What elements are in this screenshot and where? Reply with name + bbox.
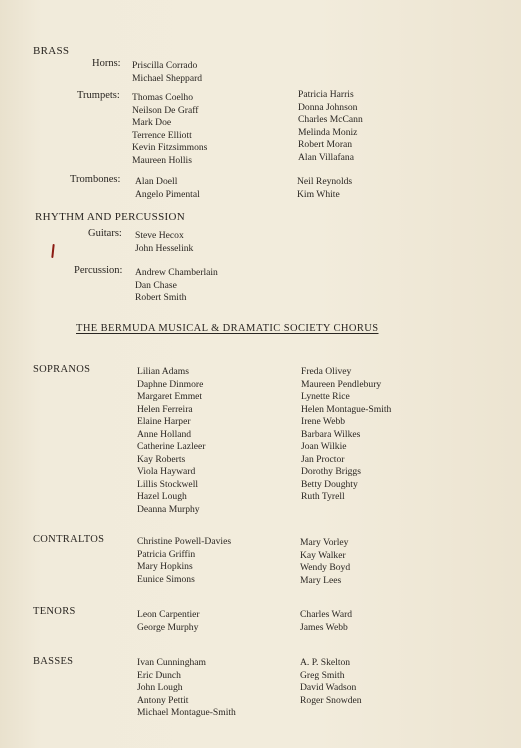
guitars-names — [135, 230, 193, 255]
rhythm-heading: RHYTHM AND PERCUSSION — [35, 211, 185, 223]
contralto-name: Christine Powell-Davies — [137, 536, 232, 547]
trumpets-name: Robert Moran — [298, 139, 353, 150]
contralto-name: Eunice Simons — [137, 573, 195, 585]
soprano-name: Catherine Lazleer — [137, 441, 206, 452]
soprano-name: Lillis Stockwell — [137, 478, 199, 490]
bass-name: Eric Dunch — [137, 669, 181, 681]
contralto-name: Patricia Griffin — [137, 548, 196, 560]
percussion-label: Percussion: — [74, 265, 123, 276]
percussion-name: Robert Smith — [135, 292, 187, 303]
trombones-name: Alan Doell — [135, 176, 178, 187]
soprano-name: Elaine Harper — [137, 416, 191, 427]
contralto-name: Mary Vorley — [300, 537, 349, 548]
trumpets-name: Terrence Elliott — [132, 129, 192, 141]
percussion-name: Andrew Chamberlain — [135, 267, 218, 278]
soprano-name: Lynette Rice — [301, 391, 350, 402]
horns-names — [132, 60, 202, 85]
trombones-name: Angelo Pimental — [135, 188, 200, 200]
contraltos-names-left — [137, 536, 231, 586]
percussion-name: Dan Chase — [135, 279, 177, 291]
ink-mark — [51, 244, 54, 258]
soprano-name: Freda Olivey — [301, 366, 352, 377]
trumpets-names-left — [132, 92, 207, 167]
soprano-name: Irene Webb — [301, 416, 346, 427]
trumpets-name: Melinda Moniz — [298, 126, 358, 138]
guitars-name: John Hesselink — [135, 242, 194, 254]
basses-names-left — [137, 657, 236, 720]
soprano-name: Lilian Adams — [137, 366, 189, 377]
tenors-names-left — [137, 609, 200, 634]
tenor-name: Charles Ward — [300, 609, 353, 620]
trumpets-name: Donna Johnson — [298, 101, 358, 113]
soprano-name: Barbara Wilkes — [301, 428, 361, 440]
soprano-name: Hazel Lough — [137, 491, 187, 502]
trumpets-name: Thomas Coelho — [132, 92, 194, 103]
sopranos-names-right — [301, 366, 391, 504]
bass-name: John Lough — [137, 682, 183, 693]
chorus-title: THE BERMUDA MUSICAL & DRAMATIC SOCIETY CHORUS — [76, 323, 379, 334]
soprano-name: Joan Wilkie — [301, 441, 347, 452]
guitars-name: Steve Hecox — [135, 230, 184, 241]
trumpets-name: Charles McCann — [298, 114, 363, 125]
soprano-name: Jan Proctor — [301, 453, 345, 465]
tenor-name: George Murphy — [137, 621, 199, 633]
soprano-name: Deanna Murphy — [137, 503, 200, 515]
contralto-name: Kay Walker — [300, 549, 346, 561]
trombones-name: Kim White — [297, 188, 340, 200]
guitars-label: Guitars: — [88, 228, 122, 239]
trumpets-names-right — [298, 89, 363, 164]
tenors-names-right — [300, 609, 352, 634]
contraltos-label: CONTRALTOS — [33, 534, 105, 545]
tenors-label: TENORS — [33, 606, 76, 617]
trombones-label: Trombones: — [70, 174, 121, 185]
tenor-name: James Webb — [300, 621, 348, 633]
bass-name: Greg Smith — [300, 669, 345, 681]
soprano-name: Kay Roberts — [137, 453, 186, 465]
soprano-name: Anne Holland — [137, 428, 192, 440]
horns-name: Priscilla Corrado — [132, 60, 198, 71]
soprano-name: Dorothy Briggs — [301, 466, 361, 477]
soprano-name: Daphne Dinmore — [137, 378, 204, 390]
soprano-name: Margaret Emmet — [137, 391, 203, 402]
trombones-name: Neil Reynolds — [297, 176, 353, 187]
trumpets-name: Maureen Hollis — [132, 154, 192, 166]
bass-name: Ivan Cunningham — [137, 657, 207, 668]
horns-name: Michael Sheppard — [132, 72, 203, 84]
trombones-names-right — [297, 176, 352, 201]
trumpets-name: Alan Villafana — [298, 151, 354, 163]
basses-names-right — [300, 657, 362, 707]
trumpets-label: Trumpets: — [77, 90, 120, 101]
contraltos-names-right — [300, 537, 350, 587]
sopranos-names-left — [137, 366, 205, 516]
bass-name: Michael Montague-Smith — [137, 707, 236, 718]
soprano-name: Ruth Tyrell — [301, 491, 345, 502]
contralto-name: Wendy Boyd — [300, 562, 351, 573]
tenor-name: Leon Carpentier — [137, 609, 200, 620]
soprano-name: Helen Montague-Smith — [301, 403, 392, 415]
horns-label: Horns: — [92, 58, 121, 69]
soprano-name: Helen Ferreira — [137, 403, 193, 415]
bass-name: Antony Pettit — [137, 694, 189, 706]
percussion-names — [135, 267, 218, 305]
sopranos-label: SOPRANOS — [33, 364, 91, 375]
basses-label: BASSES — [33, 656, 74, 667]
trumpets-name: Patricia Harris — [298, 89, 354, 100]
trumpets-name: Mark Doe — [132, 117, 172, 128]
bass-name: A. P. Skelton — [300, 657, 351, 668]
trombones-names-left — [135, 176, 200, 201]
trumpets-name: Neilson De Graff — [132, 104, 199, 116]
contralto-name: Mary Lees — [300, 574, 342, 586]
contralto-name: Mary Hopkins — [137, 561, 193, 572]
soprano-name: Betty Doughty — [301, 478, 358, 490]
soprano-name: Viola Hayward — [137, 466, 196, 477]
bass-name: David Wadson — [300, 682, 357, 693]
trumpets-name: Kevin Fitzsimmons — [132, 142, 208, 153]
soprano-name: Maureen Pendlebury — [301, 378, 382, 390]
brass-heading: BRASS — [33, 45, 70, 57]
bass-name: Roger Snowden — [300, 694, 362, 706]
